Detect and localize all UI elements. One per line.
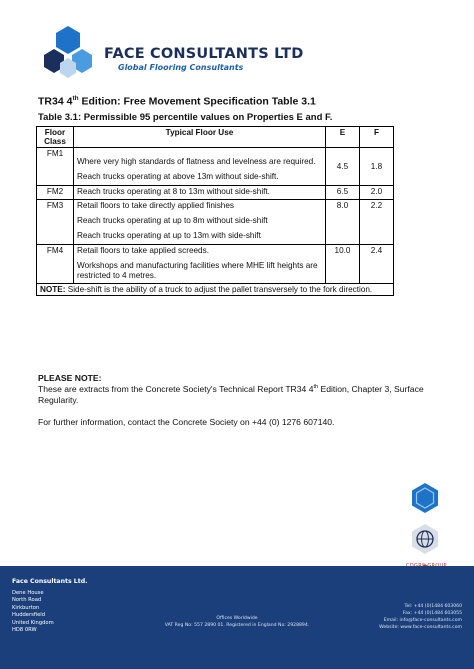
brand bbox=[104, 46, 304, 72]
footer-address: Dene House North Road Kirkburton Huddersfield United Kingdom HD8 0RW bbox=[12, 590, 54, 633]
typical-use-cell: Retail floors to take applied screeds. Workshops and manufacturing facilities where MHE lift heights are restricted to 4 metres. bbox=[74, 244, 326, 284]
table-row bbox=[37, 185, 394, 199]
email-link[interactable]: Email: info@face-consultants.com bbox=[383, 618, 462, 624]
page-title: TR34 4th Edition: Free Movement Specification Table 3.1 bbox=[38, 95, 316, 108]
floor-class-cell: FM3 bbox=[37, 199, 74, 244]
e-value-cell: 6.5 bbox=[326, 185, 360, 199]
website-link[interactable]: Website: www.face-consultants.com bbox=[379, 625, 462, 631]
f-value-cell: 2.2 bbox=[360, 199, 394, 244]
please-note-section bbox=[38, 373, 438, 438]
table-row bbox=[37, 199, 394, 244]
f-value-cell: 2.0 bbox=[360, 185, 394, 199]
floor-class-cell: FM2 bbox=[37, 185, 74, 199]
globe-badge-icon bbox=[409, 523, 441, 555]
typical-use-cell: Retail floors to take directly applied finishes Reach trucks operating at up to 8m without side-shift Reach trucks operating at up to 13m with side-shift bbox=[74, 199, 326, 244]
hexagon-badge-icon bbox=[409, 482, 441, 514]
floor-class-cell: FM1 bbox=[37, 148, 74, 186]
contact-text: For further information, contact the Concrete Society on +44 (0) 1276 607140. bbox=[38, 416, 335, 427]
f-value-cell: 2.4 bbox=[360, 244, 394, 284]
footer bbox=[0, 566, 474, 669]
typical-use-cell: Where very high standards of flatness and levelness are required. Reach trucks operating at above 13m without side-shift. bbox=[74, 148, 326, 186]
header-f: F bbox=[360, 127, 394, 148]
please-note-text: These are extracts from the Concrete Society's Technical Report TR34 4th Edition, Chapter 3, Surface Regularity. bbox=[38, 384, 424, 406]
typical-use-cell: Reach trucks operating at 8 to 13m without side-shift. bbox=[74, 185, 326, 199]
e-value-cell: 8.0 bbox=[326, 199, 360, 244]
f-value-cell: 1.8 bbox=[360, 148, 394, 186]
brand-tagline: Global Flooring Consultants bbox=[118, 63, 244, 72]
table-note-row bbox=[37, 284, 394, 296]
footer-contact: Tel: +44 (0)1484 603060 Fax: +44 (0)1484 603055 Email: info@face-consultants.com Website: www.face-consultants.com bbox=[379, 604, 462, 631]
table-title: Table 3.1: Permissible 95 percentile values on Properties E and F. bbox=[38, 112, 333, 123]
header-floor-class: Floor Class bbox=[37, 127, 74, 148]
table-row bbox=[37, 148, 394, 186]
header-typical-use: Typical Floor Use bbox=[74, 127, 326, 148]
table-header-row bbox=[37, 127, 394, 148]
specification-table bbox=[36, 126, 394, 296]
table-note: NOTE: Side-shift is the ability of a truck to adjust the pallet transversely to the fork direction. bbox=[37, 284, 394, 296]
header-e: E bbox=[326, 127, 360, 148]
footer-company: Face Consultants Ltd. bbox=[12, 578, 88, 585]
floor-class-cell: FM4 bbox=[37, 244, 74, 284]
footer-registration: Offices Worldwide VAT Reg No: 557 2890 01. Registered in England No: 2928894. bbox=[164, 616, 310, 628]
brand-name: FACE CONSULTANTS LTD bbox=[104, 46, 304, 62]
company-logo-icon bbox=[38, 22, 98, 82]
e-value-cell: 4.5 bbox=[326, 148, 360, 186]
table-row bbox=[37, 244, 394, 284]
please-note-title: PLEASE NOTE: bbox=[38, 373, 102, 383]
e-value-cell: 10.0 bbox=[326, 244, 360, 284]
